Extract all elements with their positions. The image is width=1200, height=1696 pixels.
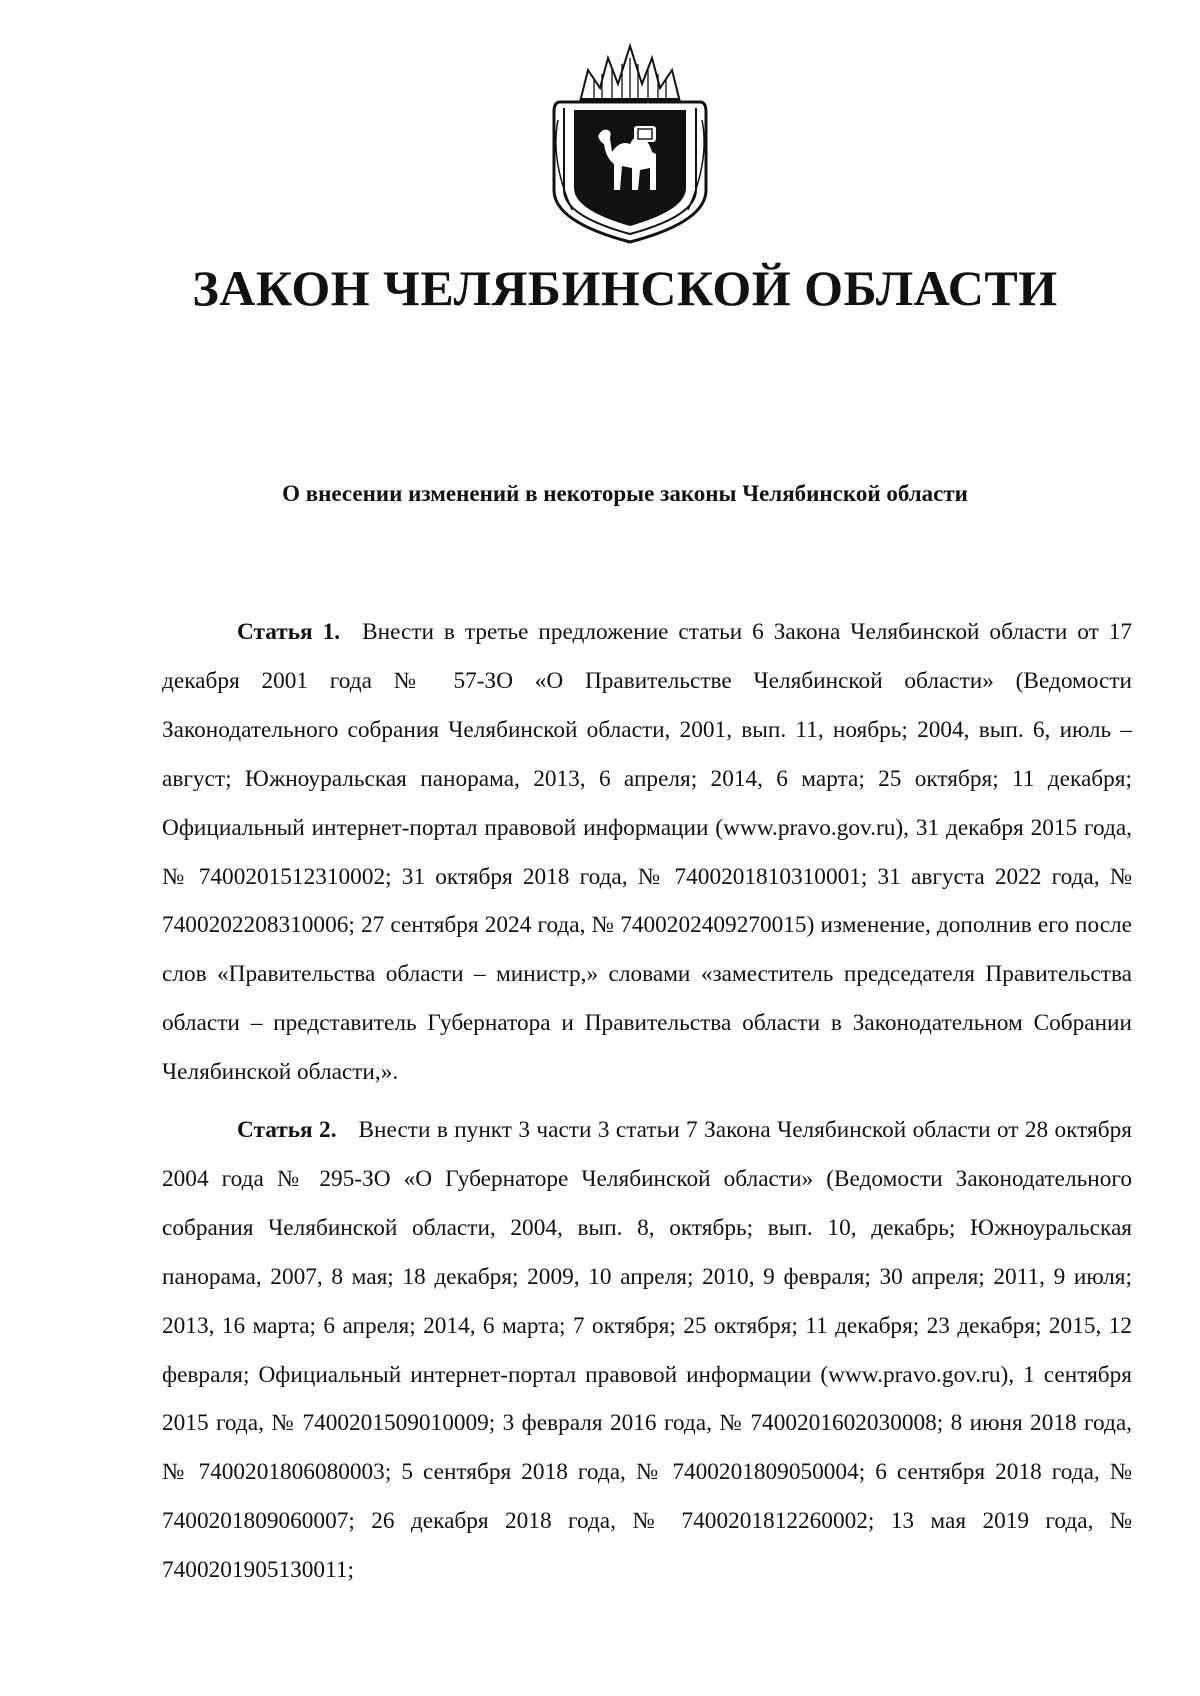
article-2-text: Внести в пункт 3 части 3 статьи 7 Закона Челябинской области от 28 октября 2004 года № 295-ЗО «О Губернаторе Челябинской области» (Ведомости Законодательного собрания Челябинской области, 2004, вып. 8, октябрь; вып. 10, декабрь; Южноуральская панорама, 2007, 8 мая; 18 декабря; 2009, 10 апреля; 2010, 9 февраля; 30 апреля; 2011, 9 июля; 2013, 16 марта; 6 апреля; 2014, 6 марта; 7 октября; 25 октября; 11 декабря; 23 декабря; 2015, 12 февраля; Официальный интернет-портал правовой информации (www.pravo.gov.ru), 1 сентября 2015 года, № 7400201509010009; 3 февраля 2016 года, № 7400201602030008; 8 июня 2018 года, № 7400201806080003; 5 сентября 2018 года, № 7400201809050004; 6 сентября 2018 года, № 7400201809060007; 26 декабря 2018 года, № 7400201812260002; 13 мая 2019 года, № 7400201905130011; [162,1117,1132,1584]
article-1-label: Статья 1. [237,619,341,645]
article-2-label: Статья 2. [237,1117,337,1143]
article-1-text: Внести в третье предложение статьи 6 Закона Челябинской области от 17 декабря 2001 года № 57-ЗО «О Правительстве Челябинской области» (Ведомости Законодательного собрания Челябинской области, 2001, вып. 11, ноябрь; 2004, вып. 6, июль – август; Южноуральская панорама, 2013, 6 апреля; 2014, 6 марта; 25 октября; 11 декабря; Официальный интернет-портал правовой информации (www.pravo.gov.ru), 31 декабря 2015 года, № 7400201512310002; 31 октября 2018 года, № 7400201810310001; 31 августа 2022 года, № 7400202208310006; 27 сентября 2024 года, № 7400202409270015) изменение, дополнив его после слов «Правительства области – министр,» словами «заместитель председателя Правительства области – представитель Губернатора и Правительства области в Законодательном Собрании Челябинской области,». [162,619,1132,1086]
article-1 [162,608,1132,1097]
law-subject-heading: О внесении изменений в некоторые законы Челябинской области [282,481,968,506]
law-title: ЗАКОН ЧЕЛЯБИНСКОЙ ОБЛАСТИ [192,260,1058,316]
coat-of-arms-icon [550,40,710,245]
article-2 [162,1106,1132,1595]
